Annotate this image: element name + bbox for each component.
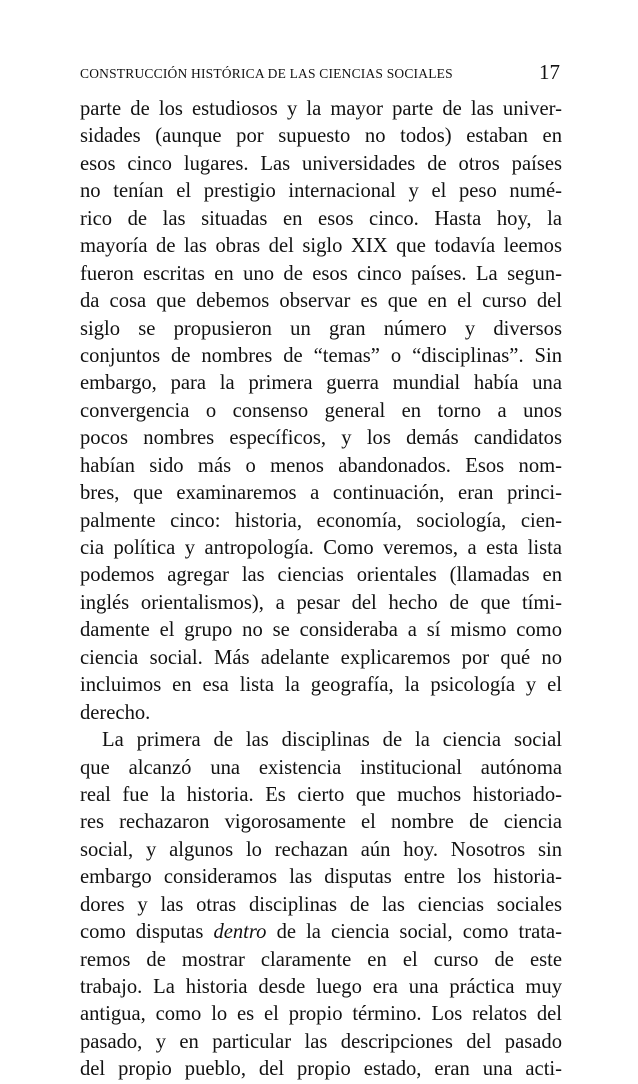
text-line: rico de las situadas en esos cinco. Hasta hoy, la [80,207,562,230]
italic-word: dentro [213,921,267,944]
text-line: cia política y antropología. Como veremos, a esta lista [80,537,562,559]
text-line: pasado, y en particular las descripciones del pasado [80,1030,562,1053]
text-line: incluimos en esa lista la geografía, la psicología y el [80,674,562,697]
body-text [80,96,562,1084]
text-line: antigua, como lo es el propio término. Los relatos del [80,1003,562,1026]
paragraph-start-line: La primera de las disciplinas de la ciencia social [102,729,562,752]
text-line: embargo, para la primera guerra mundial había una [80,372,562,395]
text-line: res rechazaron vigorosamente el nombre de ciencia [80,811,562,834]
text-line: embargo consideramos las disputas entre los historia- [80,866,562,889]
text-line: da cosa que debemos observar es que en el curso del [80,290,562,313]
text-line: pocos nombres específicos, y los demás candidatos [80,427,562,450]
running-title: CONSTRUCCIÓN HISTÓRICA DE LAS CIENCIAS SOCIALES [80,66,453,81]
text-line: que alcanzó una existencia institucional autónoma [80,756,562,779]
text-line: remos de mostrar claramente en el curso de este [80,948,562,971]
text-line: social, y algunos lo rechazan aún hoy. Nosotros sin [80,838,562,861]
text-line: esos cinco lugares. Las universidades de otros países [80,152,562,175]
text-line: bres, que examinaremos a continuación, eran princi- [80,482,562,505]
text-line: podemos agregar las ciencias orientales (llamadas en [80,564,562,587]
text-line: dores y las otras disciplinas de las ciencias sociales [80,893,562,916]
text-line: parte de los estudiosos y la mayor parte de las univer- [80,98,562,120]
text-line-with-italic [80,919,562,946]
text-line: sidades (aunque por supuesto no todos) estaban en [80,125,562,148]
text-line: conjuntos de nombres de “temas” o “disciplinas”. Sin [80,344,562,367]
text-line: convergencia o consenso general en torno a unos [80,399,562,422]
text-line: mayoría de las obras del siglo XIX que todavía leemos [80,235,562,258]
text-line: inglés orientalismos), a pesar del hecho de que tími- [80,591,562,614]
text-line: ciencia social. Más adelante explicaremos por qué no [80,646,562,669]
text-line: fueron escritas en uno de esos cinco países. La segun- [80,262,562,285]
text-segment: como disputas [80,921,204,944]
text-line: del propio pueblo, del propio estado, eran una acti- [80,1058,562,1081]
text-line: habían sido más o menos abandonados. Esos nom- [80,454,562,477]
text-line: trabajo. La historia desde luego era una práctica muy [80,976,562,998]
paragraph-end-line: derecho. [80,701,151,724]
text-line: real fue la historia. Es cierto que muchos historiado- [80,783,562,806]
text-line: siglo se propusieron un gran número y diversos [80,317,562,340]
running-header [80,60,560,88]
text-line: no tenían el prestigio internacional y el peso numé- [80,180,562,203]
text-segment: de la ciencia social, como trata- [276,921,562,944]
text-line: damente el grupo no se consideraba a sí mismo como [80,619,562,642]
text-line: palmente cinco: historia, economía, sociología, cien- [80,509,562,532]
page-number: 17 [539,60,560,84]
